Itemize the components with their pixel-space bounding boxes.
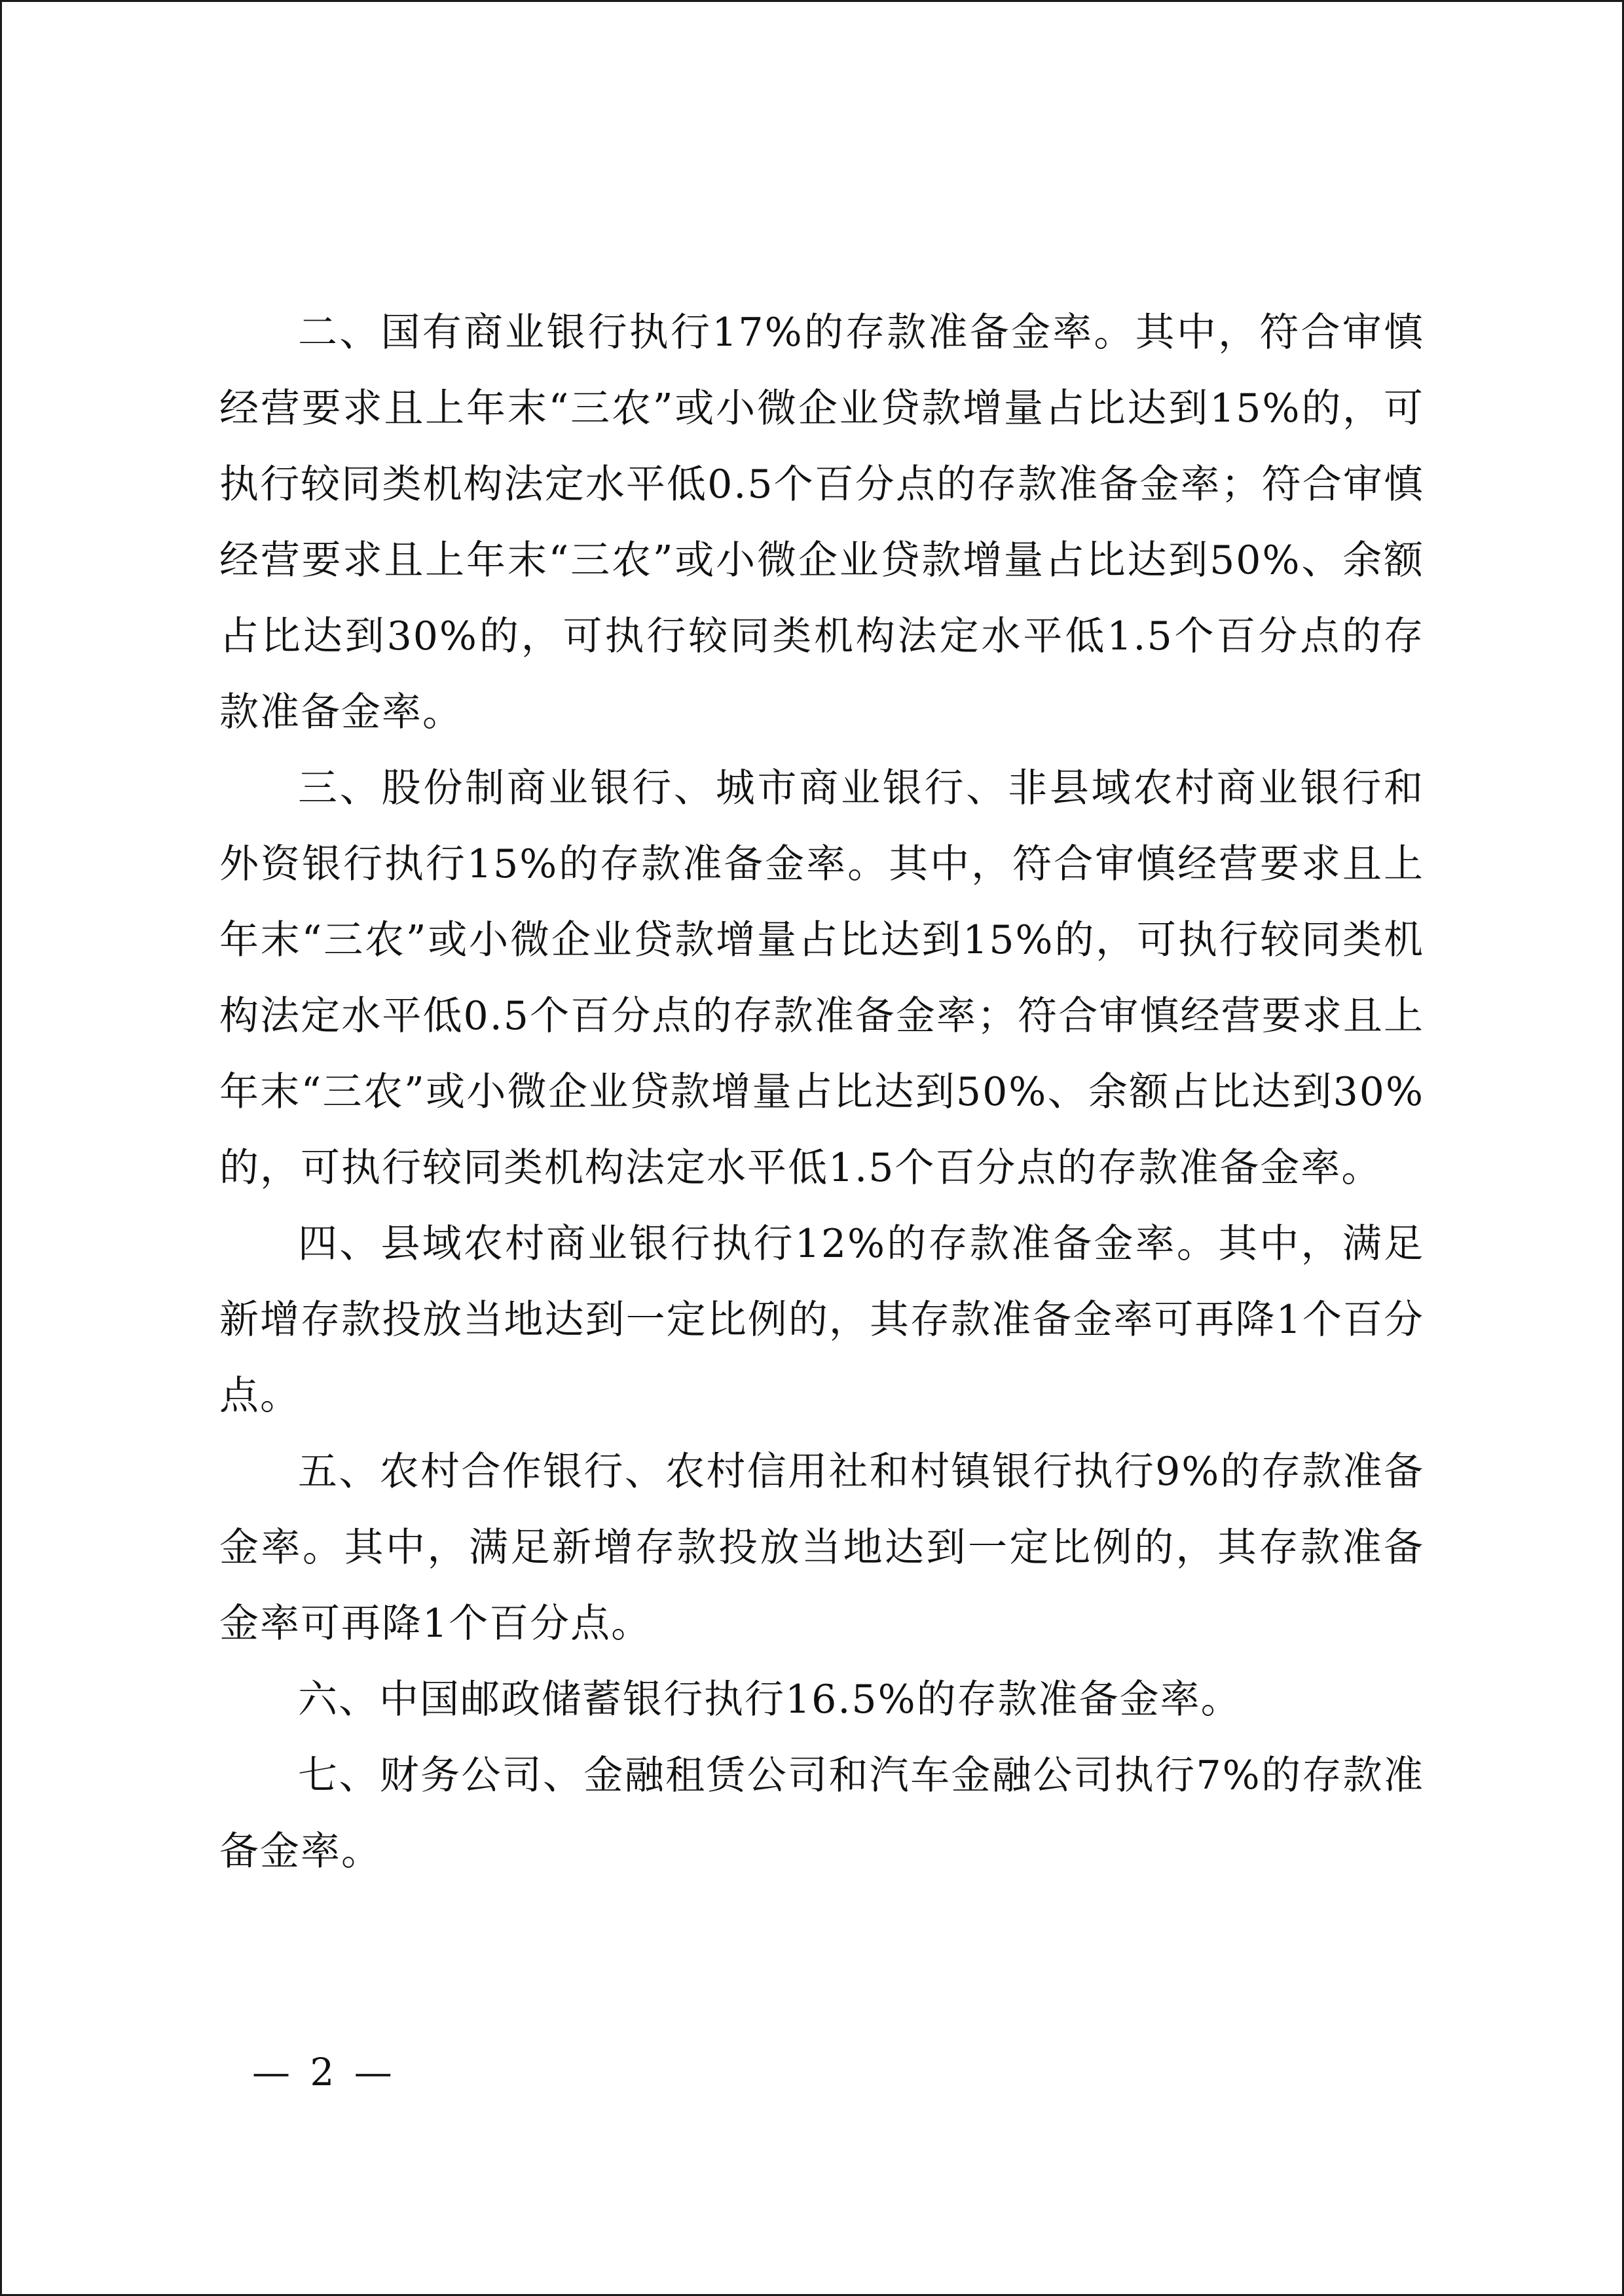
paragraph-3-joint-stock-banks: 三、股份制商业银行、城市商业银行、非县域农村商业银行和外资银行执行15%的存款准备金率。其中，符合审慎经营要求且上年末“三农”或小微企业贷款增量占比达到15%的，可执行较同类机构法定水平低0.5个百分点的存款准备金率；符合审慎经营要求且上年末“三农”或小微企业贷款增量占比达到50%、余额占比达到30%的，可执行较同类机构法定水平低1.5个百分点的存款准备金率。	[219, 765, 1424, 1191]
paragraph-7-finance-companies: 七、财务公司、金融租赁公司和汽车金融公司执行7%的存款准备金率。	[219, 1753, 1424, 1874]
paragraph-5-rural-cooperative-banks: 五、农村合作银行、农村信用社和村镇银行执行9%的存款准备金率。其中，满足新增存款投放当地达到一定比例的，其存款准备金率可再降1个百分点。	[219, 1449, 1424, 1647]
page-number: — 2 —	[252, 2050, 396, 2094]
paragraph-4-county-rural-banks: 四、县域农村商业银行执行12%的存款准备金率。其中，满足新增存款投放当地达到一定比例的，其存款准备金率可再降1个百分点。	[219, 1221, 1424, 1419]
paragraph-6-postal-savings-bank: 六、中国邮政储蓄银行执行16.5%的存款准备金率。	[298, 1677, 1242, 1722]
paragraph-2-state-owned-banks: 二、国有商业银行执行17%的存款准备金率。其中，符合审慎经营要求且上年末“三农”或小微企业贷款增量占比达到15%的，可执行较同类机构法定水平低0.5个百分点的存款准备金率；符合审慎经营要求且上年末“三农”或小微企业贷款增量占比达到50%、余额占比达到30%的，可执行较同类机构法定水平低1.5个百分点的存款准备金率。	[219, 310, 1424, 735]
document-body	[219, 295, 1424, 1889]
